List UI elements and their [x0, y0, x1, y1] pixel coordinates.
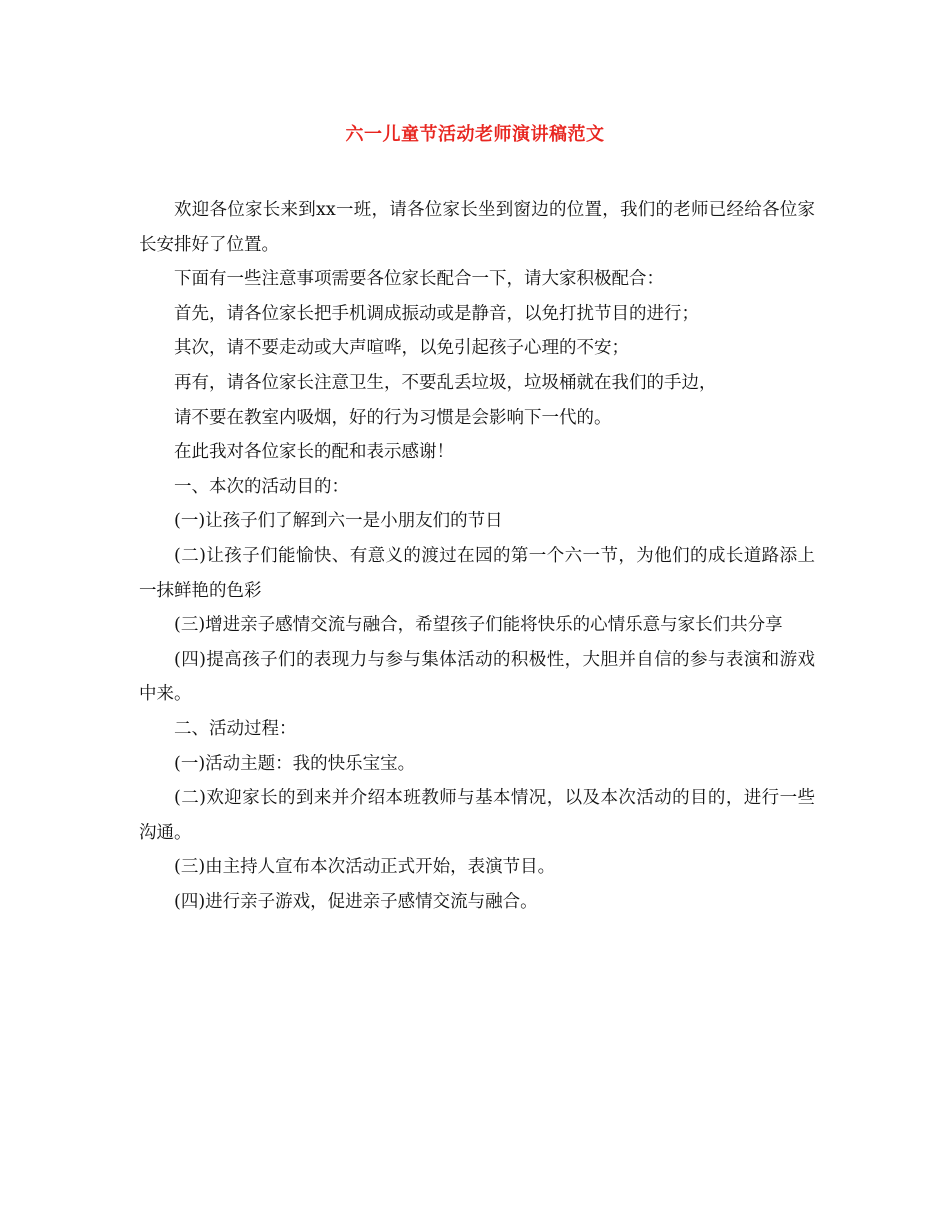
goal-item-2: (二)让孩子们能愉快、有意义的渡过在园的第一个六一节，为他们的成长道路添上一抹鲜艳的色彩	[139, 545, 815, 601]
paragraph-thanks: 在此我对各位家长的配和表示感谢！	[174, 442, 454, 463]
process-item-1: (一)活动主题：我的快乐宝宝。	[174, 753, 416, 774]
section-heading-process: 二、活动过程：	[174, 718, 297, 739]
goal-item-1: (一)让孩子们了解到六一是小朋友们的节日	[174, 511, 503, 532]
document-title: 六一儿童节活动老师演讲稿范文	[345, 124, 605, 145]
paragraph-notice-first: 首先，请各位家长把手机调成振动或是静音，以免打扰节目的进行；	[174, 303, 699, 324]
goal-item-3: (三)增进亲子感情交流与融合，希望孩子们能将快乐的心情乐意与家长们共分享	[174, 615, 783, 636]
paragraph-notice-second: 其次，请不要走动或大声喧哗，以免引起孩子心理的不安；	[174, 338, 629, 359]
goal-item-4: (四)提高孩子们的表现力与参与集体活动的积极性，大胆并自信的参与表演和游戏中来。	[139, 649, 815, 705]
paragraph-notice-intro: 下面有一些注意事项需要各位家长配合一下，请大家积极配合：	[174, 269, 664, 290]
process-item-2: (二)欢迎家长的到来并介绍本班教师与基本情况，以及本次活动的目的，进行一些沟通。	[139, 788, 815, 843]
paragraph-notice-third: 再有，请各位家长注意卫生，不要乱丢垃圾，垃圾桶就在我们的手边，	[174, 372, 717, 393]
paragraph-welcome: 欢迎各位家长来到xx一班，请各位家长坐到窗边的位置，我们的老师已经给各位家长安排好了位置。	[139, 200, 815, 255]
section-heading-goals: 一、本次的活动目的：	[174, 476, 349, 497]
paragraph-notice-smoking: 请不要在教室内吸烟，好的行为习惯是会影响下一代的。	[174, 407, 612, 428]
document-body	[139, 193, 815, 919]
process-item-4: (四)进行亲子游戏，促进亲子感情交流与融合。	[174, 891, 538, 912]
process-item-3: (三)由主持人宣布本次活动正式开始，表演节目。	[174, 857, 556, 878]
